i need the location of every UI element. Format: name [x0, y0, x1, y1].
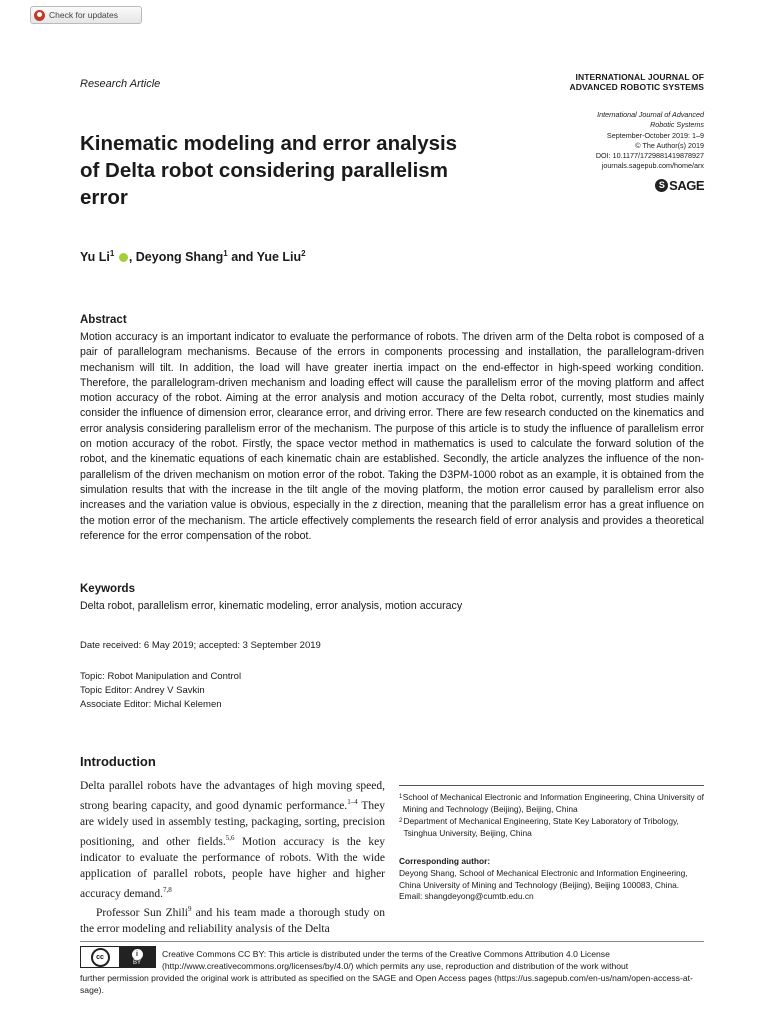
person-icon: i [132, 949, 143, 960]
license-text: Creative Commons CC BY: This article is distributed under the terms of the Creative Commons Attribution 4.0 License (http://www.creativecommons.org/licenses/by/4.0/) which permits any use, reproduction and distribution of the work without [162, 949, 629, 971]
by-label: BY [132, 959, 141, 966]
update-icon [34, 10, 45, 21]
email-link[interactable]: Email: shangdeyong@cumtb.edu.cn [399, 891, 534, 901]
citation-link[interactable]: 7,8 [163, 885, 172, 894]
footer-divider [80, 941, 704, 942]
article-title: Kinematic modeling and error analysis of Delta robot considering parallelism error [80, 132, 458, 209]
doi-link[interactable]: DOI: 10.1177/1729881419878927 [595, 151, 704, 161]
sage-logo: S SAGE [655, 178, 704, 193]
citation-link[interactable]: 5,6 [225, 833, 235, 842]
journal-name: INTERNATIONAL JOURNAL OF ADVANCED ROBOTIC SYSTEMS [569, 72, 704, 92]
citation-link[interactable]: 1–4 [347, 798, 358, 806]
sage-logo-icon: S [655, 179, 668, 192]
corresponding-author: Deyong Shang, School of Mechanical Electronic and Information Engineering, China University of Mining and Technology (Beijing), Beijing 100083, China. Email: shangdeyong@cumtb.edu.cn [399, 868, 704, 903]
cc-icon: cc [91, 948, 110, 967]
author-list: Yu Li$^1$ , Deyong Shang$^1$ and Yue Liu$^2$ [80, 249, 306, 265]
orcid-icon[interactable] [119, 253, 128, 262]
keywords-heading: Keywords [80, 583, 135, 595]
license-text-continued: further permission provided the original work is attributed as specified on the SAGE and Open Access pages (https://us.sagepub.com/en-us/nam/open-access-at-sage). [80, 973, 693, 995]
keywords-text: Delta robot, parallelism error, kinematic modeling, error analysis, motion accuracy [80, 600, 463, 612]
author-name[interactable]: Deyong Shang [135, 250, 224, 265]
introduction-text: Delta parallel robots have the advantages of high moving speed, strong bearing capacity, and good dynamic performance.$^{1-4}$ They are widely used in assembly testing, packaging, sorting, precision positioning, and other fields.$^{5,6}$ Motion accuracy is the key indicator to evaluate the performance of robots. With the wide application of parallel robots, people have higher and higher accuracy demand.$^{7,8}$ Professor Sun Zhili$^9$ and his team made a thorough study on the error modeling and reliability analysis of the Delta [80, 780, 386, 936]
affiliation-item: 2 Department of Mechanical Engineering, State Key Laboratory of Tribology, Tsinghua University, Beijing, China [399, 816, 679, 838]
date-received: Date received: 6 May 2019; accepted: 3 September 2019 [80, 640, 321, 651]
journal-url-link[interactable]: journals.sagepub.com/home/arx [601, 161, 704, 171]
check-for-updates-label: Check for updates [49, 10, 118, 20]
abstract-heading: Abstract [80, 314, 127, 326]
affiliation-divider [399, 785, 704, 786]
affiliations [399, 792, 704, 840]
cc-by-license-badge[interactable] [80, 946, 156, 968]
citation-link[interactable]: 9 [188, 905, 192, 914]
check-for-updates-badge[interactable] [30, 6, 142, 24]
article-type: Research Article [80, 78, 161, 90]
corresponding-author-heading: Corresponding author: [399, 856, 491, 866]
abstract-text: Motion accuracy is an important indicator to evaluate the performance of robots. The driven arm of the Delta robot is composed of a pair of parallelogram mechanisms. Because of the errors in components processing and installation, the parallelogram-driven mechanism will tilt. In addition, the load will have greater inertia impact on the end-effector in high-speed working condition. Therefore, the parallelogram-driven mechanism and loading effect will cause the parallelism error of the moving platform and affect motion accuracy of the robot. Aiming at the error analysis and motion accuracy of the Delta robot, currently, most studies mainly consider the influence of dimension error, clearance error, and driving error. There are few research conducted on the kinematics and error analysis considering parallelism error of the mechanism. The purpose of this article is to study the influence of parallelism error on motion accuracy of the robot. Firstly, the space vector method in mathematics is used to calculate the forward solution of the robot, and the kinematic equations of each kinematic chain are established. Secondly, the article analyzes the influence of the non-parallelism of the driven mechanism on motion error of the robot. Taking the D3PM-1000 robot as an example, it is obtained from the simulation results that with the increase in the tilt angle of the moving platform, the motion error caused by parallelism error also increases and the variation value is obvious, especially in the z direction, meaning that the parallelism error has a great influence on the motion error of the mechanism. The article effectively complements the research field of error analysis and provides a theoretical reference for the error compensation of the robot. [80, 331, 704, 542]
author-name[interactable]: Yu Li [80, 250, 110, 265]
affiliation-item: 1 School of Mechanical Electronic and Information Engineering, China University of Mining and Technology (Beijing), Beijing, China [399, 792, 704, 814]
author-name[interactable]: Yue Liu [256, 250, 302, 265]
introduction-heading: Introduction [80, 754, 156, 769]
topic-editors: Topic: Robot Manipulation and Control Topic Editor: Andrey V Savkin Associate Editor: Michal Kelemen [80, 671, 242, 710]
article-metadata: International Journal of Advanced Robotic Systems September-October 2019: 1–9 © The Author(s) 2019 DOI: 10.1177/1729881419878927 journals.sagepub.com/home/arx [595, 110, 704, 171]
